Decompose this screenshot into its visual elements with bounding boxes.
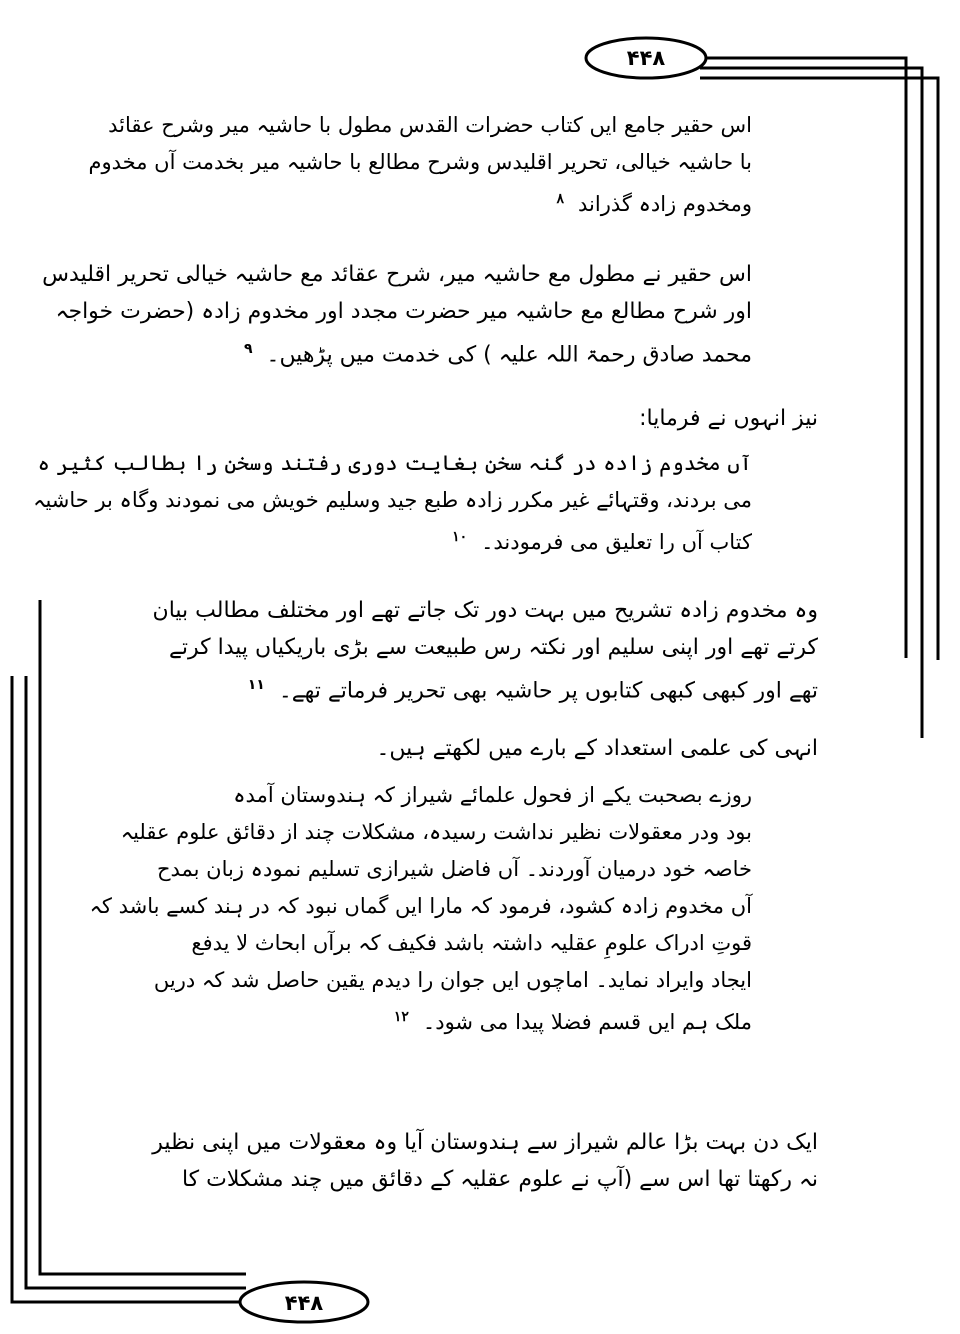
persian-quote-2-line: آں مخدوم زادہ در گنہ سخن بغایت دوری رفتند وسخن را بطالب کثیر ہ — [37, 451, 752, 475]
page-number-bottom: ۴۴۸ — [284, 1291, 324, 1315]
footnote-marker: ۱۰ — [452, 529, 468, 545]
urdu-translation-1-line: محمد صادق رحمۃ اللہ علیہ ) کی خدمت میں پڑھیں۔$^۹$ — [244, 341, 752, 368]
urdu-translation-2-line: کرتے تھے اور اپنی سلیم اور نکتہ رس طبیعت سے بڑی باریکیاں پیدا کرتے — [169, 635, 818, 660]
urdu-translation-1-line: اس حقیر نے مطول مع حاشیہ میر، شرح عقائد مع حاشیہ خیالی تحریر اقلیدس — [42, 262, 752, 287]
urdu-translation-3-line: ایک دن بہت بڑا عالم شیراز سے ہندوستان آیا وہ معقولات میں اپنی نظیر — [152, 1130, 818, 1155]
footnote-marker: ۱۲ — [393, 1009, 409, 1025]
persian-quote-3-line: بود ودر معقولات نظیر نداشت رسیدہ، مشکلات چند از دقائق علوم عقلیہ — [120, 820, 752, 844]
persian-quote-3-line: ملک ہم ایں قسم فضلا پیدا می شود۔$^{۱۲}$ — [393, 1009, 752, 1034]
persian-quote-3-line: ایجاد وایراد نماید۔ اماچوں ایں جوان را دیدم یقین حاصل شد کہ دریں — [153, 968, 752, 992]
footnote-marker: ۱۱ — [247, 677, 265, 693]
persian-quote-2-line: می بردند، وقتہائے غیر مکرر زادہ طبع جید وسلیم خویش می نمودند وگاہ بر حاشیہ — [33, 488, 752, 512]
persian-quote-3-line: روزے بصحبت یکے از فحول علمائے شیراز کہ ہندوستان آمدہ — [233, 783, 752, 807]
persian-quote-2-line: کتاب آں را تعلیق می فرمودند۔$^{۱۰}$ — [452, 529, 752, 554]
urdu-translation-2-line: وہ مخدوم زادہ تشریح میں بہت دور تک جاتے تھے اور مختلف مطالب بیان — [152, 598, 818, 623]
intro-2-line: انہی کی علمی استعداد کے بارے میں لکھتے ہیں۔ — [376, 736, 818, 761]
urdu-quote-1-line: اس حقیر جامع ایں کتاب حضرات القدس مطول با حاشیہ میر وشرح عقائد — [108, 113, 752, 137]
footnote-marker: ۸ — [556, 191, 565, 207]
urdu-quote-1-line: با حاشیہ خیالی، تحریر اقلیدس وشرح مطالع با حاشیہ میر بخدمت آں مخدوم — [88, 150, 752, 174]
intro-1-line: نیز انہوں نے فرمایا: — [639, 406, 818, 431]
urdu-translation-2-line: تھے اور کبھی کبھی کتابوں پر حاشیہ بھی تحریر فرماتے تھے۔$^{۱۱}$ — [247, 677, 818, 704]
persian-quote-3-line: آں مخدوم زادہ کشود، فرمود کہ مارا ایں گماں نبود کہ در ہند کسے باشد کہ — [89, 894, 752, 918]
persian-quote-3-line: خاصہ خود درمیان آوردند۔ آں فاضل شیرازی تسلیم نمودہ زبان بمدح — [156, 857, 752, 881]
urdu-translation-1-line: اور شرح مطالع مع حاشیہ میر حضرت مجدد اور مخدوم زادہ (حضرت خواجہ — [55, 299, 752, 324]
urdu-quote-1-line: ومخدوم زادہ گذراند$^۸$ — [556, 191, 752, 216]
urdu-translation-3-line: نہ رکھتا تھا اس سے (آپ نے علوم عقلیہ کے دقائق میں چند مشکلات کا — [181, 1167, 818, 1192]
persian-quote-3-line: قوتِ ادراک علومِ عقلیہ داشتہ باشد فکیف کہ برآں ابحاث لا یدفع — [191, 931, 752, 955]
page-number-top: ۴۴۸ — [626, 46, 666, 70]
footnote-marker: ۹ — [244, 341, 253, 357]
